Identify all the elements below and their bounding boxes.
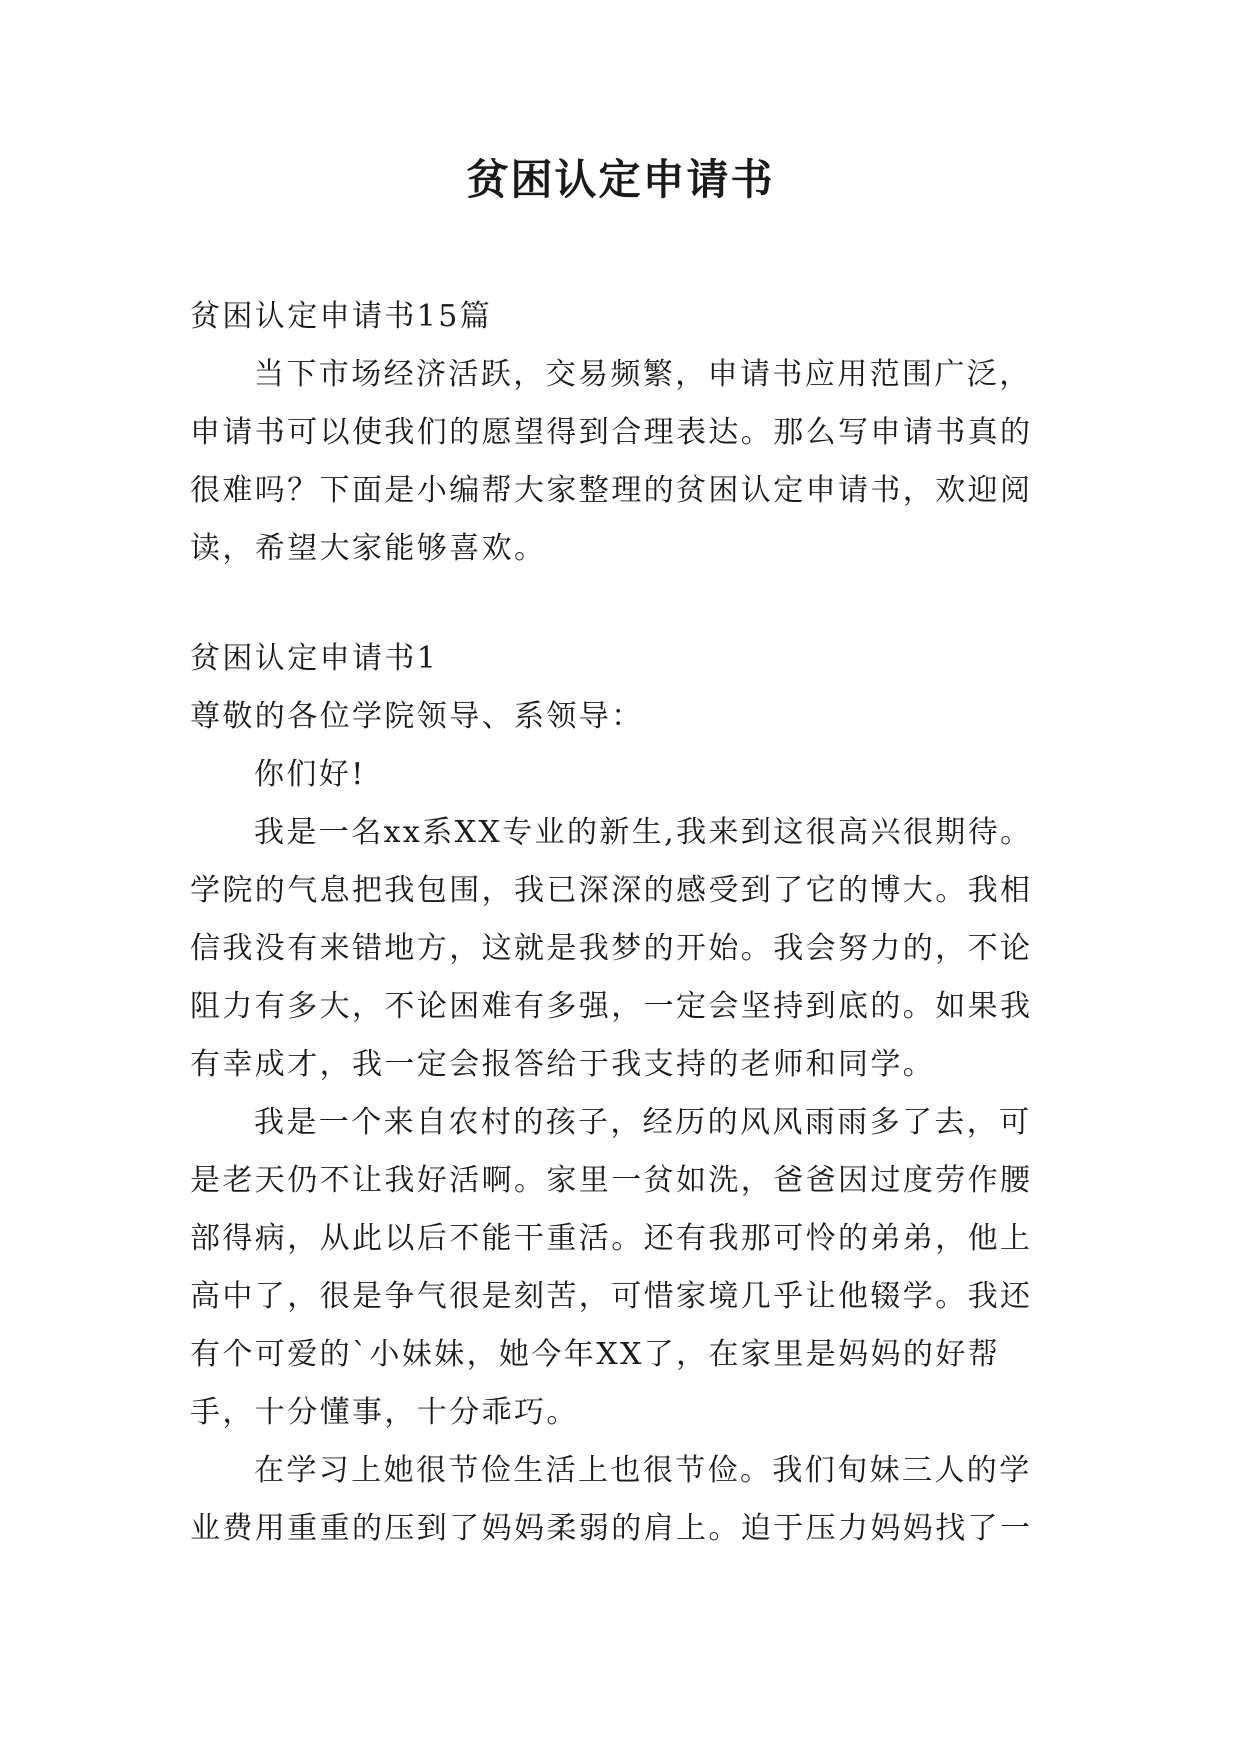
document-subtitle: 贫困认定申请书15篇 [190,299,493,334]
greeting: 你们好! [254,757,366,792]
salutation: 尊敬的各位学院领导、系领导： [190,699,644,734]
body-paragraph-1: 我是一名xx系XX专业的新生,我来到这很高兴很期待。学院的气息把我包围，我已深深的感受到了它的博大。我相信我没有来错地方，这就是我梦的开始。我会努力的，不论阻力有多大，不论困难有多强，一定会坚持到底的。如果我有幸成才，我一定会报答给于我支持的老师和同学。 [190,815,1033,1082]
intro-block [190,288,1060,578]
letter-block [190,630,1060,1558]
body-paragraph-3: 在学习上她很节俭生活上也很节俭。我们旬妹三人的学业费用重重的压到了妈妈柔弱的肩上。迫于压力妈妈找了一 [190,1453,1033,1546]
intro-paragraph: 当下市场经济活跃，交易频繁，申请书应用范围广泛，申请书可以使我们的愿望得到合理表达。那么写申请书真的很难吗？下面是小编帮大家整理的贫困认定申请书，欢迎阅读，希望大家能够喜欢。 [190,357,1033,566]
section-heading: 贫困认定申请书1 [190,641,439,676]
document-title: 贫困认定申请书 [466,155,775,204]
body-paragraph-2: 我是一个来自农村的孩子，经历的风风雨雨多了去，可是老天仍不让我好活啊。家里一贫如洗，爸爸因过度劳作腰部得病，从此以后不能干重活。还有我那可怜的弟弟，他上高中了，很是争气很是刻苦，可惜家境几乎让他辍学。我还有个可爱的`小妹妹，她今年XX了，在家里是妈妈的好帮手，十分懂事，十分乖巧。 [190,1105,1033,1430]
